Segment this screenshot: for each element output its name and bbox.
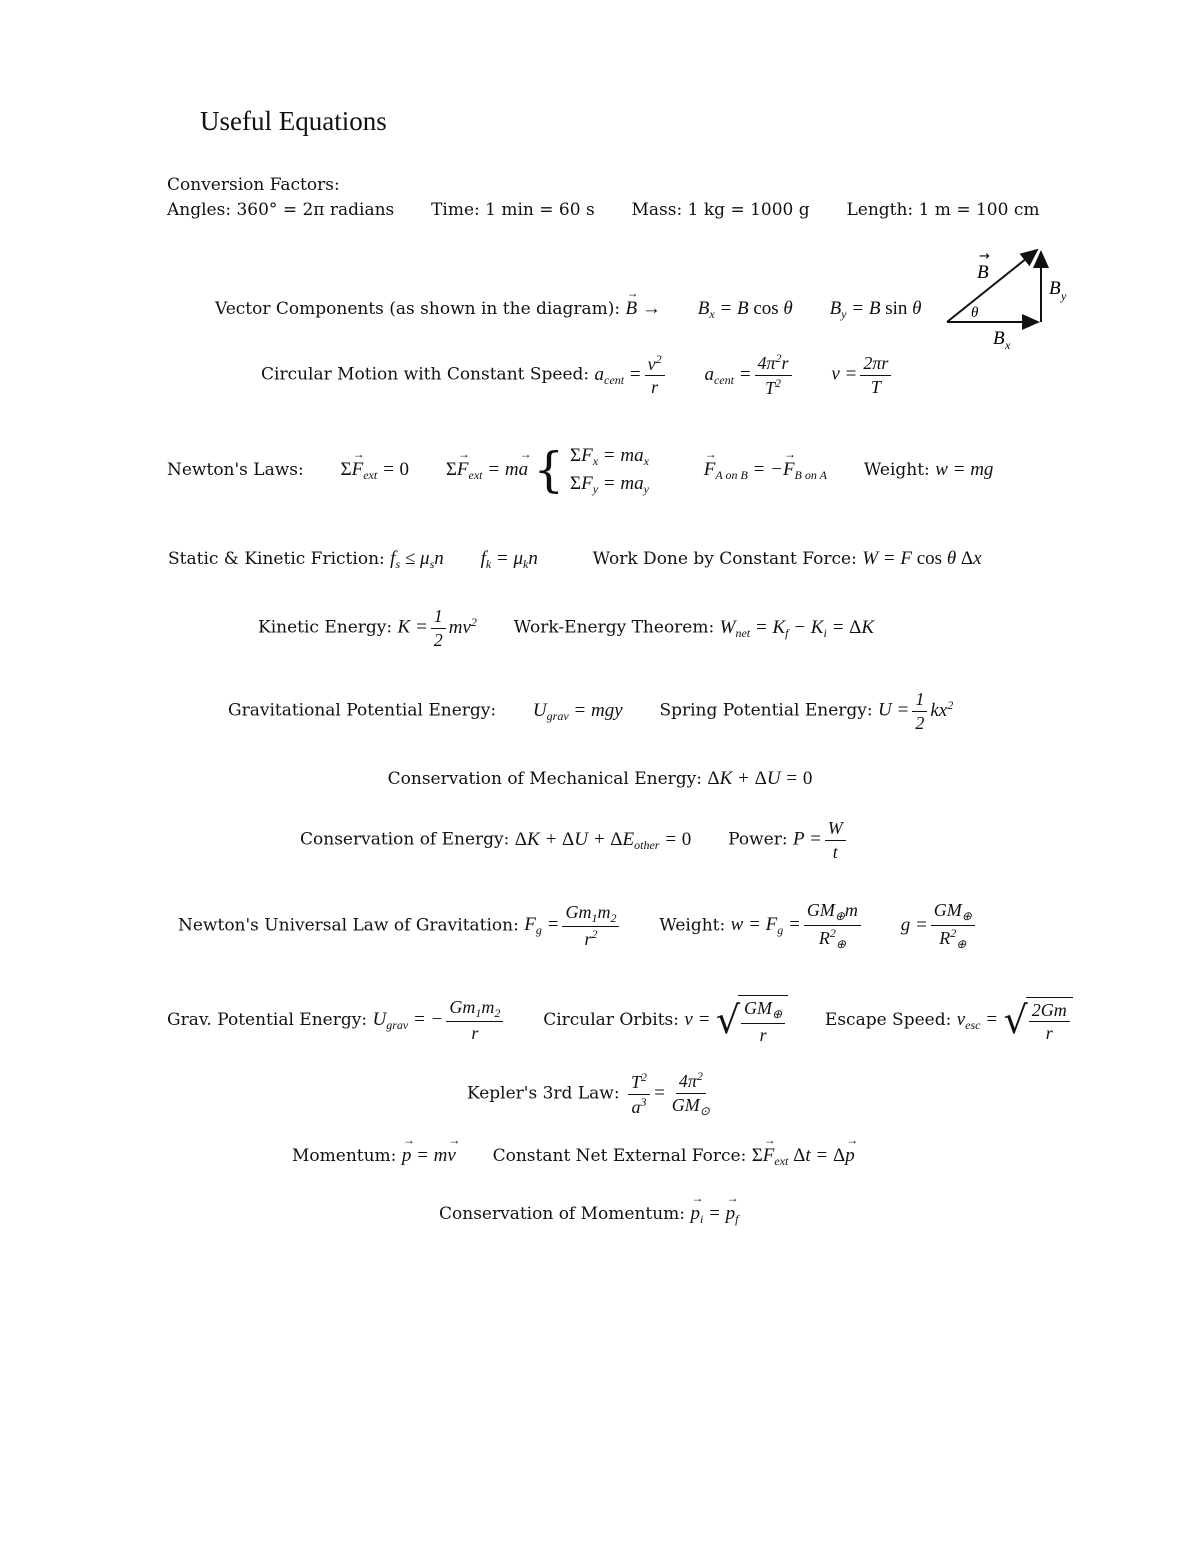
theta-label: θ — [971, 305, 979, 321]
work-label: Work Done by Constant Force: — [592, 549, 857, 569]
mech-label: Conservation of Mechanical Energy: — [387, 769, 702, 789]
time-value: 1 min = 60 s — [485, 200, 595, 220]
angles-label: Angles: — [167, 200, 232, 220]
bx-label: B — [993, 328, 1005, 349]
energy-label: Conservation of Energy: — [300, 829, 510, 850]
time-label: Time: — [431, 200, 480, 220]
cons-momentum-label: Conservation of Momentum: — [439, 1204, 686, 1224]
momentum-equation: Momentum: → p = m→ v Constant Net External Force: $\Sigma\to F_{ext}$ Δt = Δ→ p — [292, 1145, 855, 1169]
grav-potential-label: Gravitational Potential Energy: — [228, 700, 497, 721]
length-label: Length: — [846, 200, 914, 220]
friction-label: Static & Kinetic Friction: — [168, 549, 385, 569]
orbit-equation: Grav. Potential Energy: $U_{grav}$ = − $\frac{Gm_1m_2}{r}$ Circular Orbits: v = √ $\frac{GM_\oplus}{r}$ Escape Speed: $v_{esc}$ = √ $\frac{2Gm}{r}$ — [167, 995, 1073, 1045]
by-sub-label: y — [1061, 289, 1067, 303]
kinetic-label: Kinetic Energy: — [258, 617, 393, 638]
kinetic-energy-equation: Kinetic Energy: K = $\frac{1}{2}$ $mv^2$ Work-Energy Theorem: $W_{net} = K_f - K_i = \Delta K$ — [258, 606, 875, 650]
work-energy-label: Work-Energy Theorem: — [513, 617, 715, 638]
conversion-heading: Conversion Factors: — [167, 175, 340, 195]
conversion-row — [167, 200, 1039, 220]
newton-weight-label: Weight: — [863, 459, 930, 480]
energy-power-equation: Conservation of Energy: $\Delta K + \Delta U + \Delta E_{other} = 0$ Power: P = $\frac{W}{t}$ — [300, 818, 849, 862]
kepler-label: Kepler's 3rd Law: — [467, 1083, 620, 1104]
by-label: B — [1049, 278, 1061, 299]
b-vector-label: B — [977, 262, 989, 283]
vector-diagram — [935, 240, 1075, 355]
mass-value: 1 kg = 1000 g — [687, 200, 810, 220]
grav-pe-label: Grav. Potential Energy: — [167, 1009, 368, 1030]
power-label: Power: — [728, 829, 788, 850]
vector-components-equation: Vector Components (as shown in the diagram): → $B \to B_x = B$ cos θ $B_y = B$ sin θ — [215, 298, 921, 322]
bx-sub-label: x — [1005, 338, 1011, 352]
b-vector-arrow — [947, 250, 1037, 322]
mass-label: Mass: — [631, 200, 683, 220]
circular-label: Circular Motion with Constant Speed: — [261, 364, 590, 385]
gravitation-equation: Newton's Universal Law of Gravitation: $F_g$ = $\frac{Gm_1m_2}{r^2}$ Weight: $w = F_g$ = $\frac{GM_\oplus m}{R^2_\oplus}$ g = $\frac{GM_\oplus}{R^2_\oplus}$ — [178, 900, 978, 952]
circular-motion-equation: Circular Motion with Constant Speed: $a_{cent}$ = $\frac{v^2}{r}$ $a_{cent}$ = $\frac{4\pi^2r}{T^2}$ v = $\frac{2\pi r}{T}$ — [261, 352, 894, 398]
escape-label: Escape Speed: — [824, 1009, 952, 1030]
svg-text:→: → — [979, 249, 990, 264]
mechanical-energy-equation: Conservation of Mechanical Energy: ΔK + ΔU = 0 — [387, 768, 813, 789]
gravitation-label: Newton's Universal Law of Gravitation: — [178, 915, 519, 936]
spring-potential-label: Spring Potential Energy: — [659, 700, 873, 721]
friction-work-equation: Static & Kinetic Friction: $f_s \le \mu_sn$ $f_k = \mu_kn$ Work Done by Constant Force: W = F cos θ Δx — [168, 548, 982, 571]
potential-energy-equation: Gravitational Potential Energy: $U_{grav}$ = mgy Spring Potential Energy: U = $\frac{1}{2}$ $kx^2$ — [228, 689, 954, 733]
net-force-label: Constant Net External Force: — [492, 1146, 747, 1166]
gravitation-weight-label: Weight: — [659, 915, 726, 936]
page-title: Useful Equations — [200, 106, 387, 136]
length-value: 1 m = 100 cm — [918, 200, 1040, 220]
orbit-label: Circular Orbits: — [543, 1009, 679, 1030]
conservation-momentum-equation: Conservation of Momentum: → $p_i$ = → $p_f$ — [439, 1203, 738, 1227]
newton-label: Newton's Laws: — [167, 459, 304, 480]
kepler-equation: Kepler's 3rd Law: $\frac{T^2}{a^3}$ = $\frac{4\pi^2}{GM_⊙}$ — [467, 1069, 710, 1118]
vector-label: Vector Components (as shown in the diagram): — [215, 299, 621, 319]
newtons-laws-equation: Newton's Laws: $\Sigma\to F_{ext} = 0$ $\Sigma\to F_{ext} = m\to a$ { $\Sigma F_x = ma_x$ $\Sigma F_y = ma_y$ → $F_{A on B}$ = −→ $F_{B on A}$ Weight: w = mg — [167, 442, 993, 499]
momentum-label: Momentum: — [292, 1146, 397, 1166]
angles-value: 360° = 2π radians — [236, 200, 395, 220]
